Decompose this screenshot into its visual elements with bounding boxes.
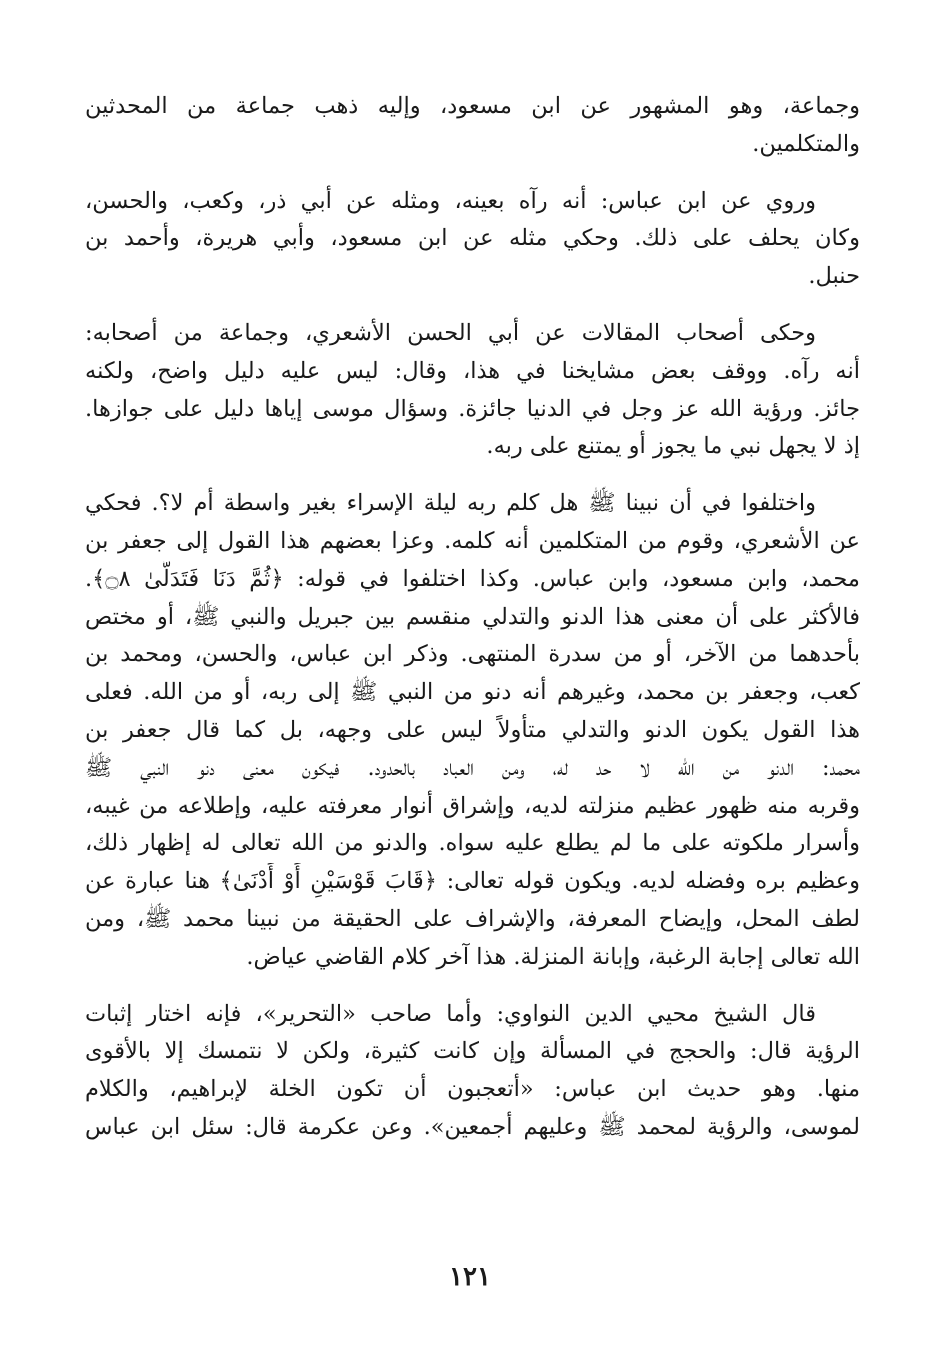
text-line: وحكى أصحاب المقالات عن أبي الحسن الأشعري، وجماعة من أصحابه: [85, 319, 816, 346]
text-line: هذا القول يكون الدنو والتدلي متأولاً ليس على وجهه، بل كما قال جعفر بن [85, 716, 860, 743]
text-line: الله تعالى إجابة الرغبة، وإبانة المنزلة. هذا آخر كلام القاضي عياض. [246, 943, 860, 970]
text-line: بأحدهما من الآخر، أو من سدرة المنتهى. وذكر ابن عباس، والحسن، ومحمد بن [85, 641, 860, 668]
text-line: وعظيم بره وفضله لديه. ويكون قوله تعالى: ﴿قَابَ قَوْسَيْنِ أَوْ أَدْنَىٰ﴾ هنا عبارة عن [85, 868, 860, 895]
text-line: كعب، وجعفر بن محمد، وغيرهم أنه دنو من النبي ﷺ إلى ربه، أو من الله. فعلى [85, 679, 860, 706]
text-line: جائز. ورؤية الله عز وجل في الدنيا جائزة. وسؤال موسى إياها دليل على جوازها. [85, 395, 860, 422]
text-line: محمد: الدنو من الله لا حد له، ومن العباد بالحدود. فيكون معنى دنو النبي ﷺ [85, 754, 860, 781]
text-line: واختلفوا في أن نبينا ﷺ هل كلم ربه ليلة الإسراء بغير واسطة أم لا؟. فحكي [85, 490, 816, 517]
paragraph-4 [85, 485, 860, 976]
text-line: لطف المحل، وإيضاح المعرفة، والإشراف على الحقيقة من نبينا محمد ﷺ، ومن [85, 905, 860, 932]
text-line: وأسرار ملكوته على ما لم يطلع عليه سواه. والدنو من الله تعالى له إظهار ذلك، [85, 830, 860, 857]
text-line: أنه رآه. ووقف بعض مشايخنا في هذا، وقال: ليس عليه دليل واضح، ولكنه [85, 357, 860, 384]
text-line: وروي عن ابن عباس: أنه رآه بعينه، ومثله عن أبي ذر، وكعب، والحسن، [85, 187, 816, 214]
paragraph-3 [85, 315, 860, 466]
page-number: ١٢١ [449, 1262, 491, 1292]
text-line: قال الشيخ محيي الدين النواوي: وأما صاحب «التحرير»، فإنه اختار إثبات [85, 1000, 816, 1027]
text-line: منها. وهو حديث ابن عباس: «أتعجبون أن تكون الخلة لإبراهيم، والكلام [85, 1076, 860, 1103]
text-line: الرؤية قال: والحجج في المسألة وإن كانت كثيرة، ولكن لا نتمسك إلا بالأقوى [85, 1038, 860, 1065]
paragraph-5 [85, 996, 860, 1147]
text-line: وقربه منه ظهور عظيم منزلته لديه، وإشراق أنوار معرفته عليه، وإطلاعه من غيبه، [85, 792, 860, 819]
text-line: وجماعة، وهو المشهور عن ابن مسعود، وإليه ذهب جماعة من المحدثين [85, 93, 860, 119]
paragraph-1 [85, 88, 860, 164]
text-line: وكان يحلف على ذلك. وحكي مثله عن ابن مسعود، وأبي هريرة، وأحمد بن [85, 225, 860, 252]
paragraph-2 [85, 183, 860, 296]
text-line: فالأكثر على أن معنى هذا الدنو والتدلي منقسم بين جبريل والنبي ﷺ، أو مختص [85, 603, 860, 630]
text-line: محمد، وابن مسعود، وابن عباس. وكذا اختلفوا في قوله: ﴿ثُمَّ دَنَا فَتَدَلَّىٰ ۝٨﴾. [85, 565, 860, 592]
text-line: والمتكلمين. [752, 130, 860, 157]
text-line: لموسى، والرؤية لمحمد ﷺ وعليهم أجمعين». وعن عكرمة قال: سئل ابن عباس [85, 1113, 860, 1140]
text-line: حنبل. [808, 263, 860, 290]
page-body [85, 88, 860, 1166]
text-line: عن الأشعري، وقوم من المتكلمين أنه كلمه. وعزا بعضهم هذا القول إلى جعفر بن [85, 527, 860, 554]
text-line: إذ لا يجهل نبي ما يجوز أو يمتنع على ربه. [486, 433, 860, 460]
